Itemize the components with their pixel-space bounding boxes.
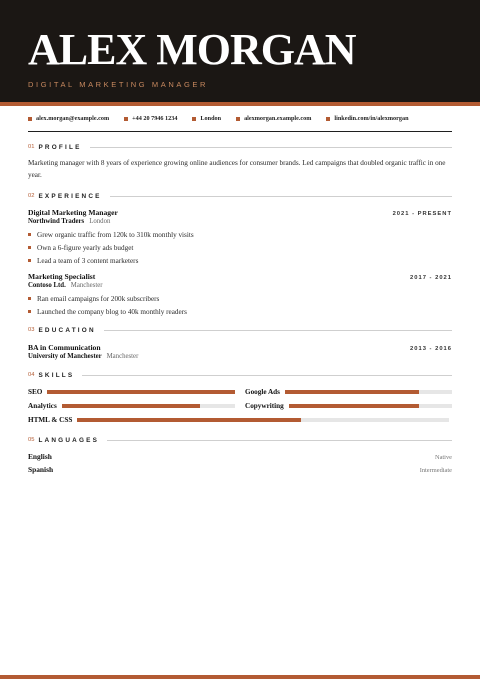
skill-name: Analytics: [28, 401, 57, 410]
education-entry: [28, 343, 452, 360]
skill-bar: [62, 404, 235, 408]
section-header: [28, 190, 452, 202]
bullet-text: Grew organic traffic from 120k to 310k monthly visits: [37, 230, 194, 239]
list-item: [28, 241, 452, 254]
language-level: Intermediate: [419, 467, 452, 474]
job-bullets: [28, 292, 452, 318]
section-title: PROFILE: [38, 143, 82, 151]
bullet-text: Ran email campaigns for 200k subscribers: [37, 294, 160, 303]
section-divider: [82, 375, 452, 376]
education-dates: 2013 - 2016: [410, 346, 452, 352]
candidate-role: DIGITAL MARKETING MANAGER: [28, 80, 209, 89]
bullet-square-icon: [236, 117, 240, 121]
job-company: Northwind Traders: [28, 218, 85, 225]
skill-name: SEO: [28, 387, 43, 396]
section-header: [28, 369, 452, 381]
skill-name: Google Ads: [245, 387, 280, 396]
section-divider: [90, 147, 452, 148]
section-header: [28, 324, 452, 336]
bullet-square-icon: [326, 117, 330, 121]
language-name: Spanish: [28, 465, 54, 474]
bullet-square-icon: [192, 117, 196, 121]
job-location: London: [89, 218, 111, 225]
job-dates: 2021 - PRESENT: [392, 211, 452, 217]
bullet-square-icon: [124, 117, 128, 121]
section-divider: [110, 196, 452, 197]
language-item: [28, 452, 452, 465]
skill-item: [28, 386, 235, 397]
skill-item: [28, 414, 452, 425]
section-title: EDUCATION: [38, 326, 96, 334]
experience-section: [28, 190, 452, 318]
section-number: 04: [28, 372, 35, 378]
contact-phone[interactable]: [124, 115, 177, 122]
list-item: [28, 228, 452, 241]
skill-item: [245, 400, 452, 411]
section-title: EXPERIENCE: [38, 192, 102, 200]
skill-level-fill: [77, 418, 300, 422]
section-header: [28, 434, 452, 446]
bullet-square-icon: [28, 259, 31, 262]
job-entry: [28, 208, 452, 267]
skill-item: [28, 400, 235, 411]
list-item: [28, 305, 452, 318]
degree-title: BA in Communication: [28, 343, 101, 352]
profile-section: [28, 141, 452, 181]
bullet-text: Launched the company blog to 40k monthly readers: [37, 307, 187, 316]
section-number: 01: [28, 144, 35, 150]
skills-section: [28, 369, 452, 425]
skill-name: HTML & CSS: [28, 415, 73, 424]
footer-accent-rule: [0, 675, 480, 679]
resume-header: [0, 0, 480, 102]
contact-website[interactable]: [236, 115, 311, 122]
bullet-square-icon: [28, 117, 32, 121]
language-item: [28, 465, 452, 478]
section-number: 03: [28, 327, 35, 333]
skill-name: Copywriting: [245, 401, 284, 410]
bullet-square-icon: [28, 297, 31, 300]
section-number: 05: [28, 437, 35, 443]
job-bullets: [28, 228, 452, 267]
skill-level-fill: [285, 390, 419, 394]
candidate-name: ALEX MORGAN: [28, 25, 356, 74]
job-title: Digital Marketing Manager: [28, 208, 118, 217]
job-dates: 2017 - 2021: [410, 275, 452, 281]
contact-email-text: alex.morgan@example.com: [36, 115, 110, 122]
section-title: SKILLS: [38, 371, 75, 379]
skill-bar: [47, 390, 235, 394]
school-location: Manchester: [106, 353, 139, 360]
job-title: Marketing Specialist: [28, 272, 96, 281]
skill-item: [245, 386, 452, 397]
language-level: Native: [434, 454, 452, 461]
skill-level-fill: [47, 390, 235, 394]
job-company: Contoso Ltd.: [28, 282, 66, 289]
skill-level-fill: [62, 404, 201, 408]
job-entry: [28, 272, 452, 318]
bullet-text: Own a 6-figure yearly ads budget: [37, 243, 134, 252]
skill-level-fill: [289, 404, 420, 408]
contact-website-text: alexmorgan.example.com: [244, 115, 312, 122]
section-number: 02: [28, 193, 35, 199]
skill-bar: [77, 418, 449, 422]
list-item: [28, 292, 452, 305]
contact-phone-text: +44 20 7946 1234: [132, 115, 178, 122]
profile-summary: Marketing manager with 8 years of experience growing online audiences for consumer brands. Led campaigns that doubled organic traffic in one year.: [28, 159, 446, 179]
contact-bar: [28, 106, 452, 132]
bullet-square-icon: [28, 310, 31, 313]
list-item: [28, 254, 452, 267]
skill-bar: [285, 390, 452, 394]
school-name: University of Manchester: [28, 353, 102, 360]
education-section: [28, 324, 452, 360]
section-title: LANGUAGES: [38, 436, 100, 444]
section-header: [28, 141, 452, 153]
languages-list: [28, 452, 452, 478]
bullet-text: Lead a team of 3 content marketers: [37, 256, 139, 265]
section-divider: [107, 440, 452, 441]
contact-linkedin[interactable]: [326, 115, 408, 122]
skills-grid: [28, 386, 452, 425]
bullet-square-icon: [28, 233, 31, 236]
language-name: English: [28, 452, 52, 461]
bullet-square-icon: [28, 246, 31, 249]
contact-city: [192, 115, 221, 122]
skill-bar: [289, 404, 452, 408]
contact-linkedin-text: linkedin.com/in/alexmorgan: [334, 115, 409, 122]
languages-section: [28, 434, 452, 478]
section-divider: [104, 330, 452, 331]
contact-city-text: London: [200, 115, 222, 122]
job-location: Manchester: [70, 282, 103, 289]
contact-email[interactable]: [28, 115, 109, 122]
